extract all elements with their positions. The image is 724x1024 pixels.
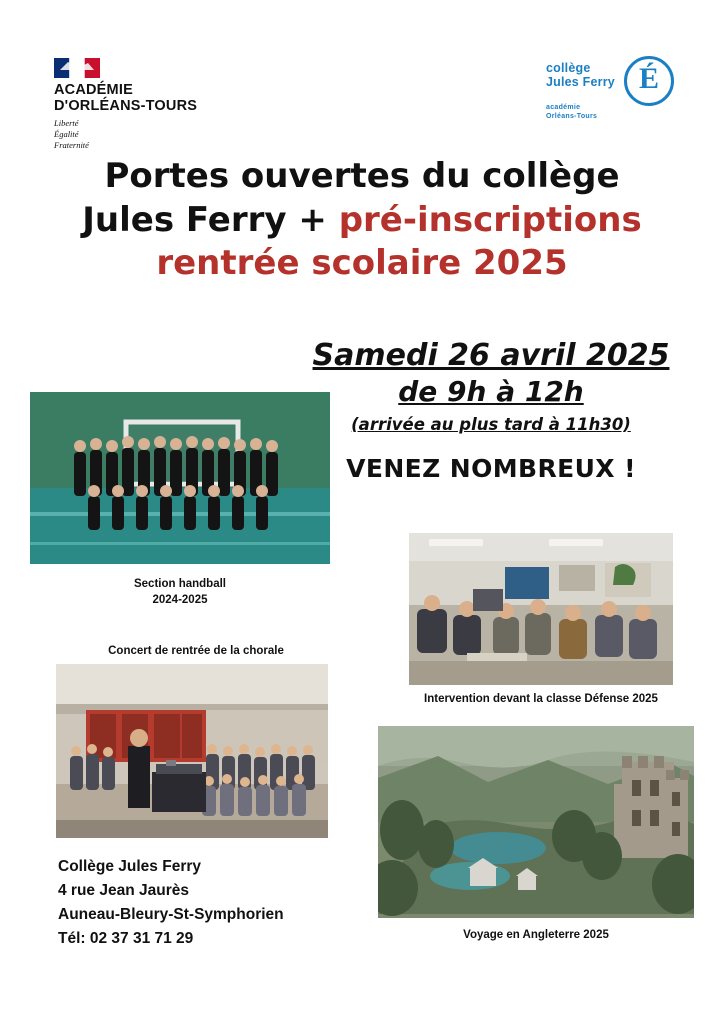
title-line-2-red: pré-inscriptions bbox=[338, 199, 642, 240]
motto-fraternite: Fraternité bbox=[54, 139, 89, 150]
college-word-line1: collège bbox=[546, 61, 591, 75]
republic-motto bbox=[54, 118, 284, 150]
classe-defense-photo-caption bbox=[400, 692, 682, 708]
voyage-angleterre-photo-art bbox=[378, 726, 694, 918]
college-address bbox=[58, 855, 284, 951]
chorale-caption-line1: Concert de rentrée de la chorale bbox=[108, 645, 284, 657]
academy-name-line2: D'ORLÉANS-TOURS bbox=[54, 98, 198, 115]
address-line-name: Collège Jules Ferry bbox=[58, 858, 202, 875]
event-details bbox=[276, 336, 706, 483]
event-date: Samedi 26 avril 2025 bbox=[312, 338, 670, 373]
college-sub-line1: académie bbox=[546, 104, 581, 111]
title-line-1: Portes ouvertes du collège bbox=[104, 156, 620, 196]
defense-caption-line1: Intervention devant la classe Défense 2025 bbox=[424, 693, 658, 705]
handball-caption-line1: Section handball bbox=[133, 578, 226, 590]
chorale-photo bbox=[56, 664, 328, 838]
academy-logo bbox=[54, 58, 284, 150]
event-arrival-note: (arrivée au plus tard à 11h30) bbox=[351, 414, 631, 434]
college-word-line2: Jules Ferry bbox=[546, 74, 615, 89]
voyage-caption-line1: Voyage en Angleterre 2025 bbox=[463, 929, 609, 941]
address-line-city: Auneau-Bleury-St-Symphorien bbox=[58, 906, 284, 924]
event-hours: de 9h à 12h bbox=[398, 375, 584, 408]
classe-defense-photo bbox=[409, 533, 673, 685]
address-line-phone: Tél: 02 37 31 71 29 bbox=[58, 930, 194, 948]
chorale-photo-caption bbox=[46, 644, 346, 660]
handball-photo-caption bbox=[30, 577, 330, 608]
academy-name bbox=[54, 82, 284, 114]
address-line-street: 4 rue Jean Jaurès bbox=[58, 882, 189, 900]
handball-caption-line2: 2024-2025 bbox=[152, 593, 208, 606]
handball-photo bbox=[30, 392, 330, 564]
title-line-3: rentrée scolaire 2025 bbox=[156, 243, 568, 284]
college-logo bbox=[546, 62, 666, 121]
college-sub-line2: Orléans-Tours bbox=[546, 113, 598, 121]
handball-photo-art bbox=[30, 392, 330, 564]
college-monogram-icon: É bbox=[624, 56, 674, 106]
academy-name-line1: ACADÉMIE bbox=[54, 82, 133, 98]
event-call-to-action: VENEZ NOMBREUX ! bbox=[346, 453, 636, 483]
title-line-2 bbox=[0, 199, 724, 243]
french-flag-icon bbox=[54, 58, 100, 78]
motto-egalite: Égalité bbox=[54, 129, 79, 140]
title-line-2-black: Jules Ferry + bbox=[82, 199, 339, 240]
motto-liberte: Liberté bbox=[54, 118, 79, 129]
poster-header bbox=[0, 52, 724, 150]
voyage-angleterre-photo bbox=[378, 726, 694, 918]
chorale-photo-art bbox=[56, 664, 328, 838]
classe-defense-photo-art bbox=[409, 533, 673, 685]
voyage-angleterre-photo-caption bbox=[378, 928, 694, 944]
page-title bbox=[0, 155, 724, 286]
